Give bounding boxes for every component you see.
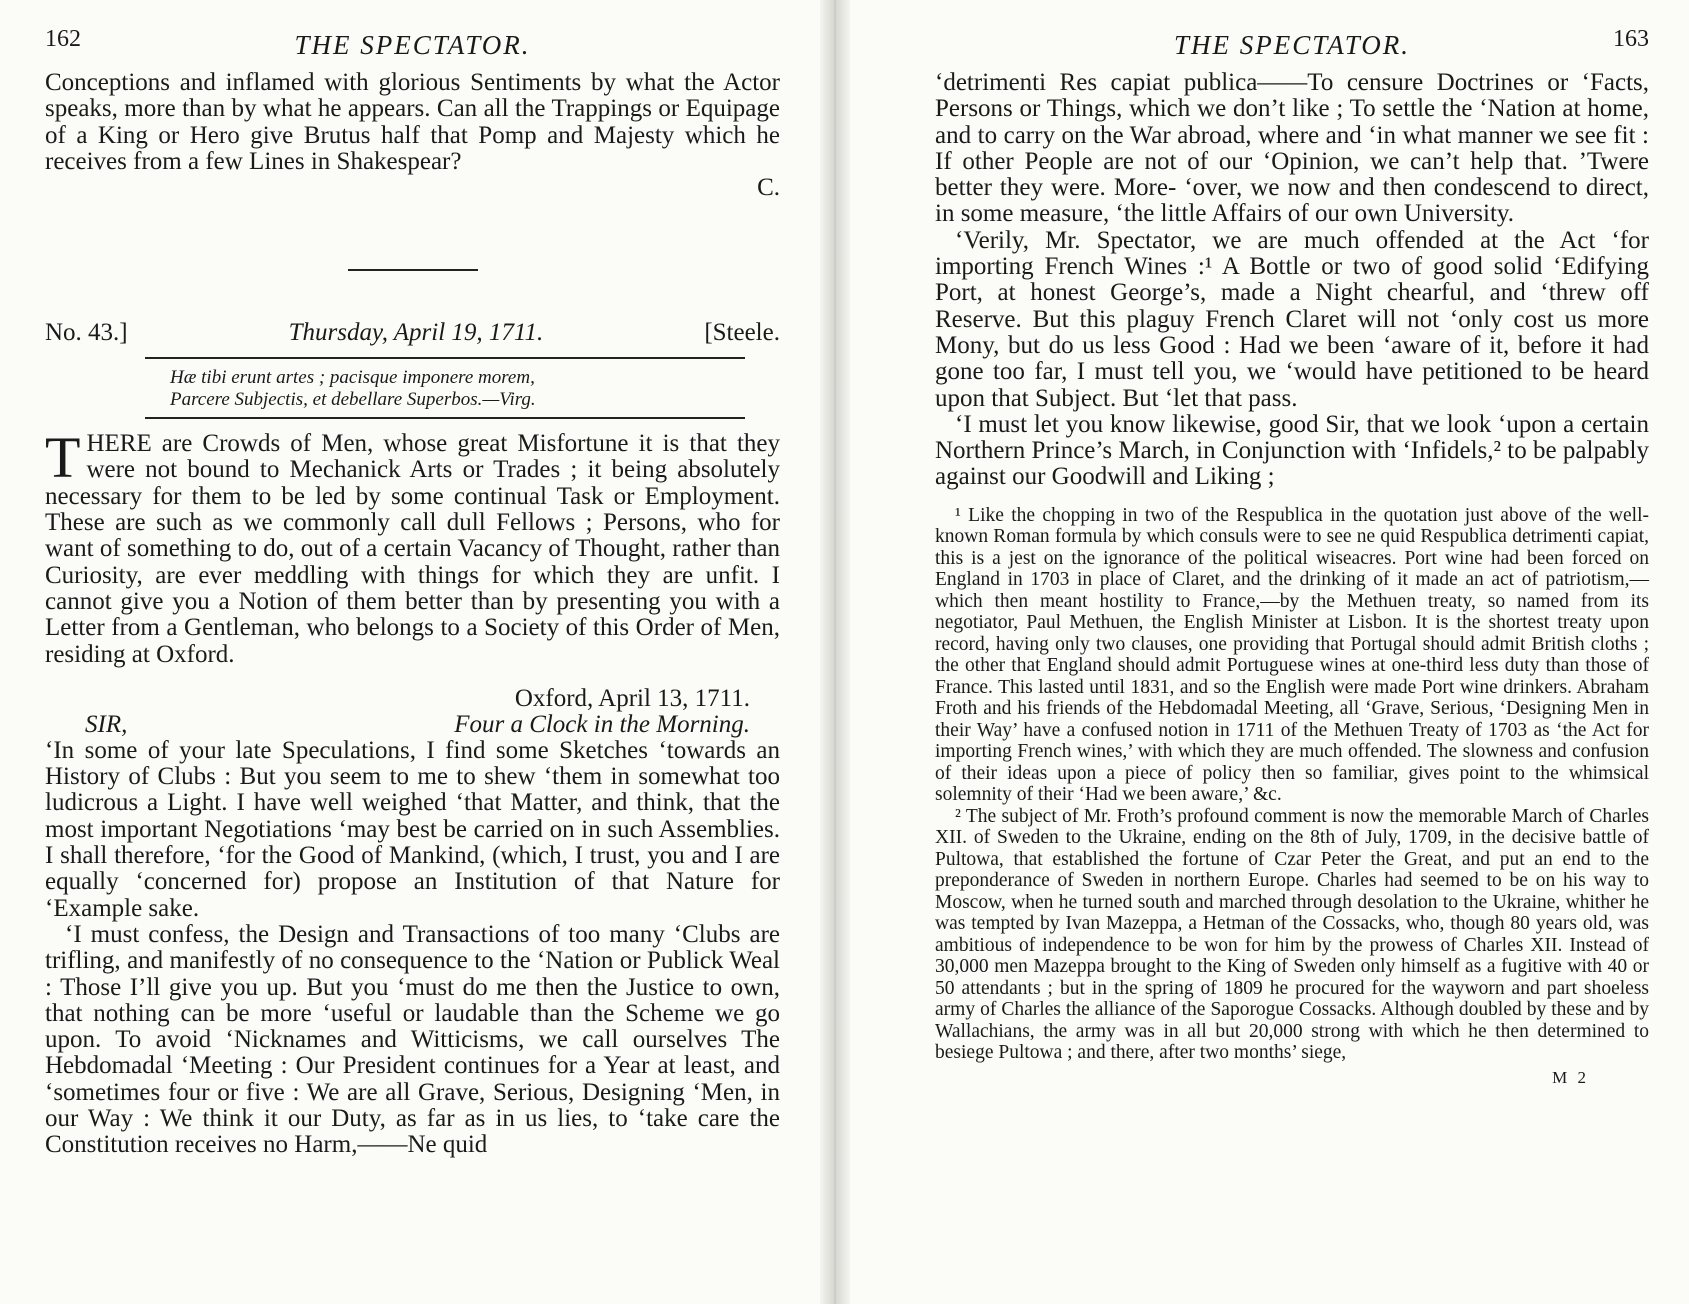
- letter-paragraph: ‘In some of your late Speculations, I find some Sketches ‘towards an History of Clubs : But you seem to me to shew ‘them in somewhat too ludicrous a Light. I have well weighed ‘that Matter, and think, that the most important Negotiations ‘may best be carried on in such Assemblies. I shall therefore, ‘for the Good of Mankind, (which, I trust, you and I are equally ‘concerned for) propose an Institution of that Nature for ‘Example sake.: [45, 736, 780, 922]
- left-body: [45, 70, 780, 1159]
- letter-salutation-line: [45, 712, 780, 738]
- issue-heading: [45, 319, 780, 347]
- motto: [45, 359, 780, 415]
- book-gutter: [820, 0, 850, 1304]
- letter-paragraph: ‘I must let you know likewise, good Sir, that we look ‘upon a certain Northern Prince’s March, in Conjunction with ‘Infidels,² to be palpably against our Goodwill and Liking ;: [935, 410, 1649, 491]
- letter-place-date: Oxford, April 13, 1711.: [514, 684, 750, 712]
- issue-author: [Steele.: [704, 319, 780, 347]
- motto-line: Parcere Subjectis, et debellare Superbos.—Virg.: [170, 389, 536, 411]
- motto-line: Hæ tibi erunt artes ; pacisque imponere morem,: [170, 367, 535, 389]
- issue-date: Thursday, April 19, 1711.: [288, 319, 544, 347]
- left-page-number: 162: [45, 26, 81, 52]
- letter-time: Four a Clock in the Morning.: [454, 710, 750, 738]
- printer-signature-mark: M 2: [1552, 1067, 1589, 1087]
- issue-number: No. 43.]: [45, 319, 128, 347]
- left-running-head: THE SPECTATOR.: [294, 30, 531, 60]
- footnote: ² The subject of Mr. Froth’s profound comment is now the memorable March of Charles XII. of Sweden to the Ukraine, ending on the 8th of July, 1709, in the decisive battle of Pultowa, that established the fortune of Czar Peter the Great, and put an end to the preponderance of Sweden in northern Europe. Charles had seemed to be on his way to Moscow, when he turned south and marched through desolation to the Ukraine, whither he was tempted by Ivan Mazeppa, a Hetman of the Cossacks, who, though 80 years old, was ambitious of independence to be won for him by the prowess of Charles XII. Instead of 30,000 men Mazeppa brought to the King of Sweden only himself as a fugitive with 40 or 50 attendants ; but in the spring of 1809 he procured for the wayworn and part shoeless army of Charles the alliance of the Saporogue Cossacks. Although doubled by these and by Wallachians, the army was in all but 20,000 strong with which he then determined to besiege Pultowa ; and there, after two months’ siege,: [935, 805, 1649, 1064]
- left-page: [0, 0, 820, 1304]
- footnotes: [935, 505, 1649, 1064]
- left-page-header: [45, 20, 780, 70]
- right-page-header: [935, 20, 1649, 70]
- right-page: [850, 0, 1689, 1304]
- right-running-head: THE SPECTATOR.: [1173, 30, 1411, 60]
- letter-paragraph: ‘Verily, Mr. Spectator, we are much offended at the Act ‘for importing French Wines :¹ A Bottle or two of good solid ‘Edifying Port, at honest George’s, made a Night chearful, and ‘threw off Reserve. But this plaguy French Claret will not ‘only cost us more Mony, but do us less Good : Had we been ‘aware of it, before it had gone too far, I must tell you, we ‘would have petitioned to be heard upon that Subject. But ‘let that pass.: [935, 226, 1649, 412]
- right-body: [935, 70, 1649, 491]
- opening-paragraph: [45, 425, 780, 668]
- right-page-number: 163: [1613, 26, 1649, 52]
- footnote: ¹ Like the chopping in two of the Respublica in the quotation just above of the well-known Roman formula by which consuls were to see ne quid Respublica detrimenti capiat, this is a jest on the ignorance of the political wiseacres. Port wine had been forced on England in 1703 in place of Claret, and the drinking of it made an act of patriotism,—which then meant hostility to France,—by the Methuen treaty, so named from its negotiator, Paul Methuen, the English Minister at Lisbon. It is the shortest treaty upon record, having only two clauses, one providing that Portugal should admit British cloths ; the other that England should admit Portuguese wines at one-third less duty than those of France. This lasted until 1831, and so the English were made Port wine drinkers. Abraham Froth and his friends of the Hebdomadal Meeting, all ‘Grave, Serious, ‘Designing Men in their Way’ have a confused notion in 1711 of the Methuen Treaty of 1703 as ‘the Act for importing French wines,’ with which they are much offended. The slowness and confusion of their ideas upon a piece of policy then so familiar, gives point to the whimsical solemnity of their ‘Had we been aware,’ &c.: [935, 504, 1649, 806]
- previous-essay-signature: C.: [757, 174, 780, 202]
- letter-paragraph: ‘detrimenti Res capiat publica——To censure Doctrines or ‘Facts, Persons or Things, which we don’t like ; To settle the ‘Nation at home, and to carry on the War abroad, where and ‘in what manner we see fit : If other People are not of our ‘Opinion, we can’t help that. ’Twere better they were. More- ‘over, we now and then condescend to direct, in some measure, ‘the little Affairs of our own University.: [935, 69, 1649, 228]
- opening-text: HERE are Crowds of Men, whose great Misfortune it is that they were not bound to Mechanick Arts or Trades ; it being absolutely necessary for them to be led by some continual Task or Employment. These are such as we commonly call dull Fellows ; Persons, who for want of something to do, out of a certain Vacancy of Thought, rather than Curiosity, are ever meddling with things for which they are unfit. I cannot give you a Notion of them better than by presenting you with a Letter from a Gentleman, who belongs to a Society of this Order of Men, residing at Oxford.: [45, 430, 780, 668]
- motto-rule-bottom: [145, 417, 745, 419]
- section-divider: [348, 269, 478, 271]
- previous-essay-ending: Conceptions and inflamed with glorious Sentiments by what the Actor speaks, more than by what he appears. Can all the Trappings or Equipage of a King or Hero give Brutus half that Pomp and Majesty which he receives from a few Lines in Shakespear?: [45, 69, 780, 175]
- letter-salutation: SIR,: [85, 710, 128, 738]
- drop-cap: T: [45, 425, 81, 491]
- letter-paragraph: ‘I must confess, the Design and Transactions of too many ‘Clubs are trifling, and manifestly of no consequence to the ‘Nation or Publick Weal : Those I’ll give you up. But you ‘must do me then the Justice to own, that nothing can be more ‘useful or laudable than the Scheme we go upon. To avoid ‘Nicknames and Witticisms, we call ourselves The Hebdomadal ‘Meeting : Our President continues for a Year at least, and ‘sometimes four or five : We are all Grave, Serious, Designing ‘Men, in our Way : We think it our Duty, as far as in us lies, to ‘take care the Constitution receives no Harm,——Ne quid: [45, 920, 780, 1159]
